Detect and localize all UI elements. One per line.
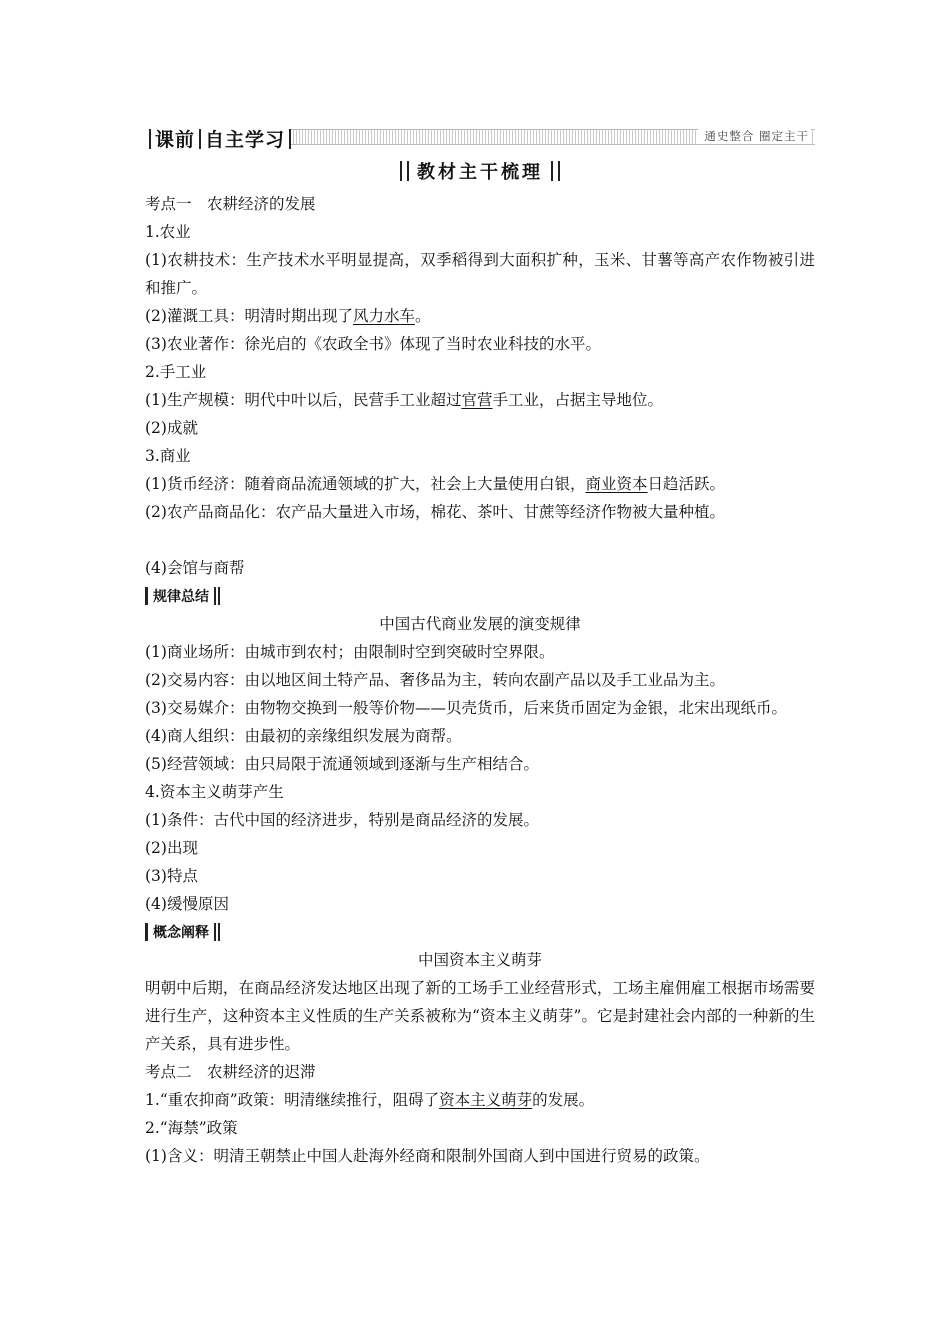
rule-item: (3)交易媒介：由物物交换到一般等价物——贝壳货币，后来货币固定为金银，北宋出现纸币。 [145,699,787,717]
header-title [145,125,295,152]
divider-bar [199,129,201,149]
divider-bar [289,129,291,149]
capital-head: 4.资本主义萌芽产生 [145,783,284,801]
text: 。 [414,307,431,325]
commerce-line-1 [145,470,815,498]
capital-line-1: (1)条件：古代中国的经济进步，特别是商品经济的发展。 [145,811,539,829]
label-double-bar [214,923,220,941]
double-bar [551,161,560,181]
craft-line-1 [145,386,815,414]
commerce-line-4: (4)会馆与商帮 [145,559,245,577]
concept-label-text: 概念阐释 [153,925,209,941]
craft-head: 2.手工业 [145,363,207,381]
underlined-term: 商业资本 [585,475,648,493]
label-double-bar [214,587,220,605]
commerce-head: 3.商业 [145,447,191,465]
blank-space [145,526,815,554]
rule-label-text: 规律总结 [153,589,209,605]
text: 手工业，占据主导地位。 [492,391,663,409]
capital-line-2: (2)出现 [145,839,198,857]
k2-line-1 [145,1086,815,1114]
document-page [145,124,815,1170]
rule-item: (5)经营领域：由只局限于流通领域到逐渐与生产相结合。 [145,755,539,773]
concept-body: 明朝中后期，在商品经济发达地区出现了新的工场手工业经营形式，工场主雇佣雇工根据市场需要进行生产，这种资本主义性质的生产关系被称为“资本主义萌芽”。它是封建社会内部的一种新的生产关系，具有进步性。 [145,979,815,1053]
rule-item: (2)交易内容：由以地区间土特产品、奢侈品为主，转向农副产品以及手工业品为主。 [145,671,725,689]
text: (1)货币经济：随着商品流通领域的扩大，社会上大量使用白银， [145,475,586,493]
underlined-term: 官营 [461,391,493,409]
text: 1.“重农抑商”政策：明清继续推行，阻碍了 [145,1091,440,1109]
label-bar [145,587,148,605]
header-title-part-a: 课前 [155,129,196,151]
concept-title: 中国资本主义萌芽 [417,951,542,969]
k1-title: 考点一 农耕经济的发展 [145,195,316,213]
rule-title: 中国古代商业发展的演变规律 [379,615,581,633]
underlined-term: 资本主义萌芽 [439,1091,533,1109]
commerce-line-2: (2)农产品商品化：农产品大量进入市场，棉花、茶叶、甘蔗等经济作物被大量种植。 [145,503,725,521]
divider-bar [149,129,151,149]
craft-line-2: (2)成就 [145,419,198,437]
concept-label [145,920,220,944]
underlined-term: 风力水车 [352,307,415,325]
header-tag: 通史整合 圈定主干 [698,128,811,144]
text: 的发展。 [532,1091,595,1109]
agri-line-2 [145,302,815,330]
k2-title: 考点二 农耕经济的迟滞 [145,1063,316,1081]
capital-line-4: (4)缓慢原因 [145,895,229,913]
agri-line-1: (1)农耕技术：生产技术水平明显提高，双季稻得到大面积扩种，玉米、甘薯等高产农作物被引进和推广。 [145,251,815,297]
text: (2)灌溉工具：明清时期出现了 [145,307,353,325]
k2-line-2: 2.“海禁”政策 [145,1119,238,1137]
agri-head: 1.农业 [145,223,191,241]
label-bar [145,923,148,941]
text: (1)生产规模：明代中叶以后，民营手工业超过 [145,391,462,409]
double-bar [400,161,409,181]
agri-line-3: (3)农业著作：徐光启的《农政全书》体现了当时农业科技的水平。 [145,335,601,353]
lesson-header [145,124,815,150]
section-title-text: 教材主干梳理 [417,162,543,183]
section-title [145,158,815,184]
k2-line-3: (1)含义：明清王朝禁止中国人赴海外经商和限制外国商人到中国进行贸易的政策。 [145,1147,710,1165]
capital-line-3: (3)特点 [145,867,198,885]
rule-item: (1)商业场所：由城市到农村；由限制时空到突破时空界限。 [145,643,555,661]
text: 日趋活跃。 [647,475,725,493]
rule-label [145,584,220,608]
rule-item: (4)商人组织：由最初的亲缘组织发展为商帮。 [145,727,462,745]
header-title-part-b: 自主学习 [205,129,286,151]
